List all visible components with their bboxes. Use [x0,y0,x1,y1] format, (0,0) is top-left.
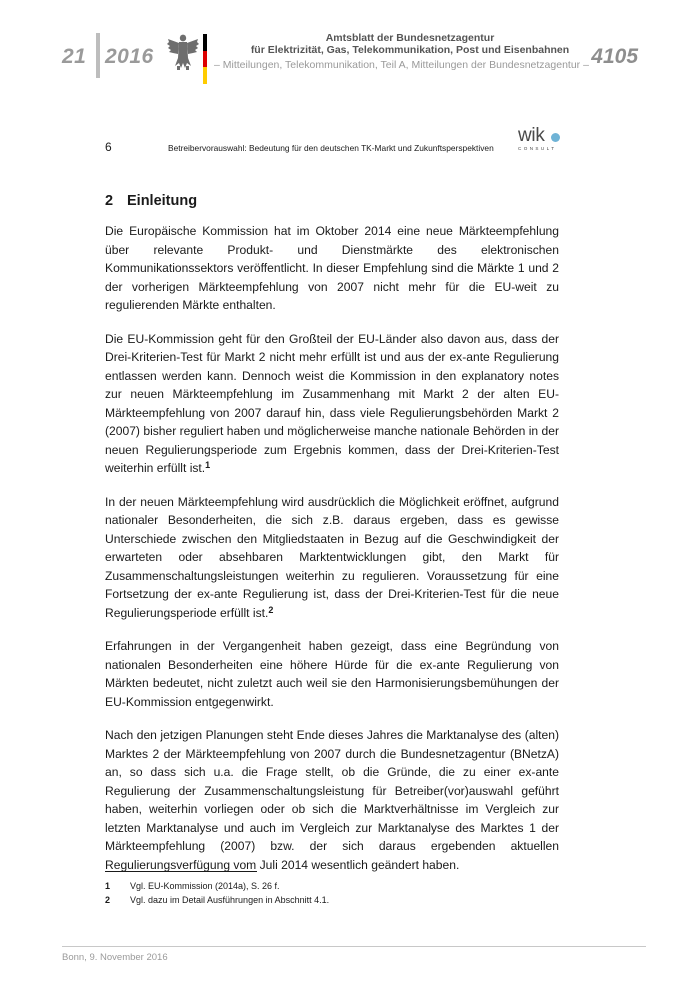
paragraph: Die EU-Kommission geht für den Großteil der EU-Länder also davon aus, dass der Drei-Kriterien-Test für Markt 2 nicht mehr erfüllt ist und aus der ex-ante Regulierung entlassen werden kann. Dennoch weist die Kommission in den explanatory notes zur neuen Märkteempfehlung im Zusammenhang mit Markt 2 der alten EU-Märkteempfehlung von 2007 darauf hin, dass viele Regulierungsbehörden Markt 2 (2007) bisher reguliert haben und möglicherweise manche nationale Behörden in der neuen Regulierungsperiode zum Ergebnis kommen, dass der Drei-Kriterien-Test weiterhin erfüllt ist.$^1$ [105,331,559,475]
issue-year: 2016 [105,45,154,68]
report-page-number: 6 [105,140,112,154]
paragraph: Die Europäische Kommission hat im Oktober 2014 eine neue Märkteempfehlung über relevante Produkt- und Dienstmärkte des elektronischen Kommunikationssektors veröffentlicht. In dieser Empfehlung sind die Märkte 1 und 2 der vorherigen Märkteempfehlung von 2007 nicht mehr für die EU-weit zu regulierenden Märkte enthalten. [105,224,559,312]
issue-number: 21 [62,45,87,68]
logo-dot-icon [551,133,560,142]
footnote-text: Vgl. dazu im Detail Ausführungen in Abschnitt 4.1. [130,895,330,905]
logo-word: wik [518,125,545,146]
wik-consult-logo [518,127,562,155]
report-running-title: Betreibervorauswahl: Bedeutung für den deutschen TK-Markt und Zukunftsperspektiven [168,143,494,153]
section-heading [105,193,197,209]
gazette-title: Amtsblatt der Bundesnetzagentur [325,32,495,44]
gazette-page-number: 4105 [591,45,638,68]
logo-subtitle: CONSULT [518,146,557,151]
federal-eagle-icon [166,32,200,72]
paragraph: In der neuen Märkteempfehlung wird ausdrücklich die Möglichkeit eröffnet, aufgrund nationaler Besonderheiten, die sich z.B. daraus ergeben, dass es gewisse Unterschiede zwischen den Mitgliedstaaten in Bezug auf die Geschwindigkeit der erwarteten oder absehbaren Marktentwicklungen gibt, den Markt für Zusammenschaltungsleistungen weiterhin zu regulieren. Voraussetzung für eine Fortsetzung der ex-ante Regulierung ist, dass der Drei-Kriterien-Test für die neue Regulierungsperiode erfüllt ist.$^2$ [105,494,559,620]
footnote-ref[interactable]: 1 [205,460,211,470]
footer-divider [62,946,646,947]
masthead-divider [96,33,100,78]
gazette-subtitle-sectors: für Elektrizität, Gas, Telekommunikation, Post und Eisenbahnen [250,44,570,56]
footnote-separator [105,871,257,872]
footnote-ref[interactable]: 2 [268,604,274,615]
section-number: 2 [105,193,114,209]
paragraph: Erfahrungen in der Vergangenheit haben gezeigt, dass eine Begründung von nationalen Besonderheiten eine höhere Hürde für die ex-ante Regulierung von Märkten bedeutet, nicht zuletzt auch weil sie den Harmonisierungsbemühungen der EU-Kommission entgegenwirkt. [105,639,559,709]
footer-date: Bonn, 9. November 2016 [62,952,168,963]
footnote-number: 1 [105,881,111,891]
footnote-number: 2 [105,895,111,905]
body-text [105,222,559,889]
footnote [105,879,559,893]
flag-stripe-gold [203,67,207,84]
footnote [105,893,559,907]
footnotes [105,879,559,907]
paragraph: Nach den jetzigen Planungen steht Ende dieses Jahres die Marktanalyse des (alten) Marktes 2 der Märkteempfehlung von 2007 durch die Bundesnetzagentur (BNetzA) an, so dass sich u.a. die Frage stellt, ob die Gründe, die zu einer ex-ante Regulierung der Zusammenschaltungsleistung für Betreiber(vor)auswahl geführt haben, weiterhin vorliegen oder ob sich die Marktverhältnisse im Vergleich zur letzten Marktanalyse und auch im Vergleich zur Marktanalyse des Marktes 1 der Märkteempfehlung (2007) bzw. der sich daraus ergebenden aktuellen Regulierungsverfügung vom Juli 2014 wesentlich geändert haben. [105,728,559,872]
footnote-text: Vgl. EU-Kommission (2014a), S. 26 f. [130,881,280,891]
gazette-section-line: – Mitteilungen, Telekommunikation, Teil A, Mitteilungen der Bundesnetzagentur – [214,59,589,71]
section-title: Einleitung [127,193,198,209]
